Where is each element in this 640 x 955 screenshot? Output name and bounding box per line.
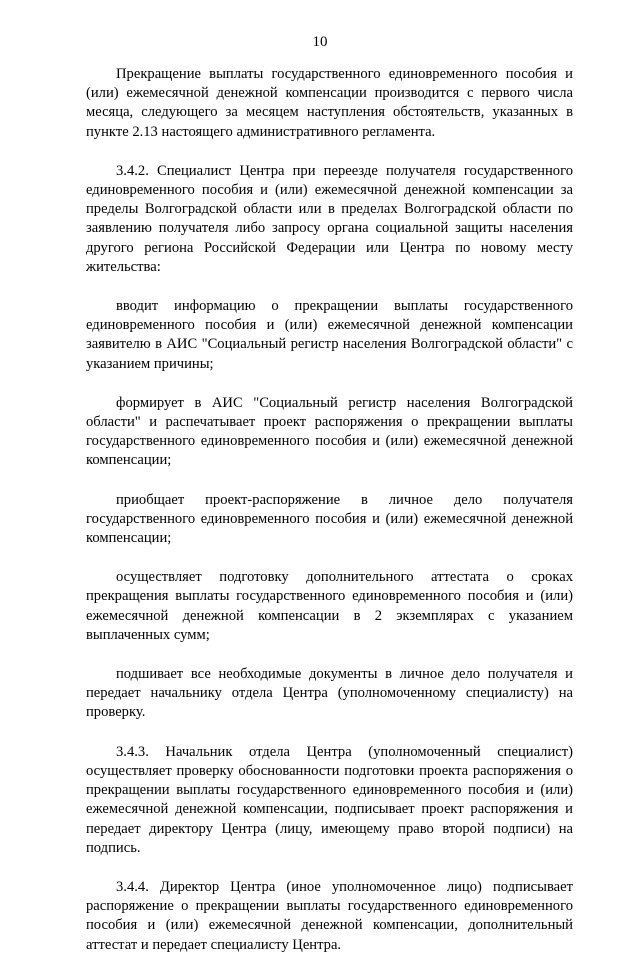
paragraph-files-documents: подшивает все необходимые документы в личное дело получателя и передает начальнику отдела Центра (уполномоченному специалисту) на проверку.: [86, 666, 573, 721]
paragraph-3-4-3: 3.4.3. Начальник отдела Центра (уполномоченный специалист) осуществляет проверку обоснованности подготовки проекта распоряжения о прекращении выплаты государственного единовременного пособия и (или) ежемесячной денежной компенсации, подписывает проект распоряжения и передает директору Центра (лицу, имеющему право второй подписи) на подпись.: [86, 743, 573, 856]
paragraph-forms-draft: формирует в АИС "Социальный регистр населения Волгоградской области" и распечатывает проект распоряжения о прекращении выплаты государственного единовременного пособия и (или) ежемесячной денежной компенсации;: [86, 394, 573, 469]
paragraph-3-4-2: 3.4.2. Специалист Центра при переезде получателя государственного единовременного пособия и (или) ежемесячной денежной компенсации за пределы Волгоградской области или в пределах Волгоградской области по заявлению получателя либо запросу органа социальной защиты населения другого региона Российской Федерации или Центра по новому месту жительства:: [86, 162, 573, 275]
paragraph-3-4-4: 3.4.4. Директор Центра (иное уполномоченное лицо) подписывает распоряжение о прекращении выплаты государственного единовременного пособия и (или) ежемесячной денежной компенсации, дополнительный аттестат и передает специалисту Центра.: [86, 878, 573, 953]
page-number: 10: [312, 34, 328, 50]
paragraph-enters-info: вводит информацию о прекращении выплаты государственного единовременного пособия и (или) ежемесячной денежной компенсации заявителю в АИС "Социальный регистр населения Волгоградской области" с указанием причины;: [86, 298, 573, 372]
document-body: [86, 65, 573, 955]
paragraph-attaches-draft: приобщает проект-распоряжение в личное дело получателя государственного единовременного пособия и (или) ежемесячной денежной компенсации;: [86, 491, 573, 547]
paragraph-prepares-certificate: осуществляет подготовку дополнительного аттестата о сроках прекращения выплаты государственного единовременного пособия и (или) ежемесячной денежной компенсации в 2 экземплярах с указанием выплаченных сумм;: [86, 569, 573, 643]
paragraph-termination-date: Прекращение выплаты государственного единовременного пособия и (или) ежемесячной денежной компенсации производится с первого числа месяца, следующего за месяцем наступления обстоятельств, указанных в пункте 2.13 настоящего административного регламента.: [86, 66, 573, 140]
